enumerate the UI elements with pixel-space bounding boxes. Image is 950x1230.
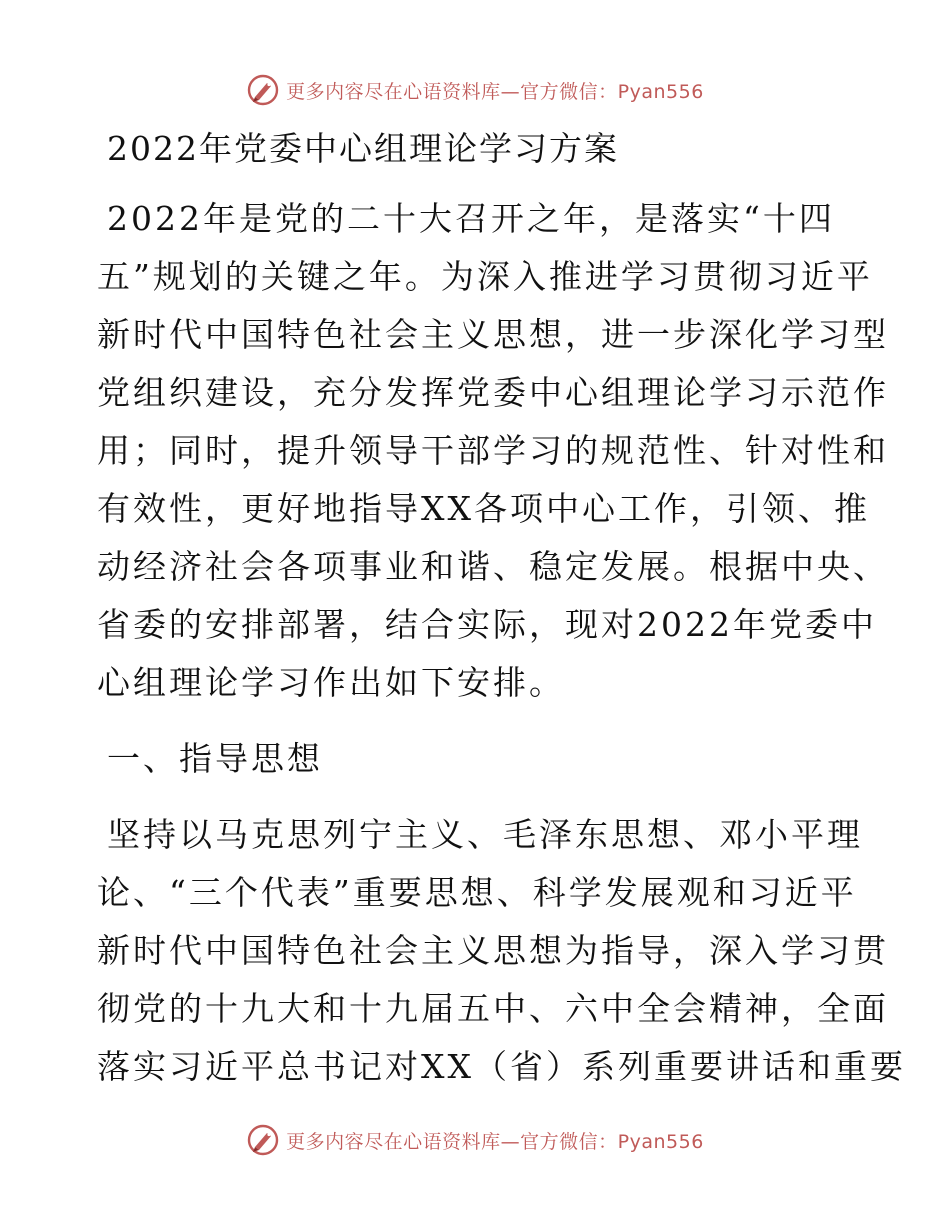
paragraph-line: 新时代中国特色社会主义思想为指导，深入学习贯 — [97, 931, 889, 970]
paragraph-line: 新时代中国特色社会主义思想，进一步深化学习型 — [97, 315, 889, 354]
pen-logo-icon — [246, 1123, 280, 1157]
paragraph-line: 2022年是党的二十大召开之年，是落实“十四 — [107, 199, 835, 238]
section-heading: 一、指导思想 — [107, 739, 323, 778]
document-title: 2022年党委中心组理论学习方案 — [107, 129, 619, 168]
watermark-text: 更多内容尽在心语资料库—官方微信：Pyan556 — [286, 80, 704, 103]
paragraph-line: 动经济社会各项事业和谐、稳定发展。根据中央、 — [97, 547, 889, 586]
paragraph-line: 用；同时，提升领导干部学习的规范性、针对性和 — [97, 431, 889, 470]
paragraph-line: 彻党的十九大和十九届五中、六中全会精神，全面 — [97, 989, 889, 1028]
watermark-footer — [0, 1118, 950, 1162]
paragraph-line: 心组理论学习作出如下安排。 — [97, 663, 565, 702]
paragraph-line: 五”规划的关键之年。为深入推进学习贯彻习近平 — [97, 257, 873, 296]
paragraph-line: 论、“三个代表”重要思想、科学发展观和习近平 — [97, 873, 857, 912]
paragraph-line: 党组织建设，充分发挥党委中心组理论学习示范作 — [97, 373, 889, 412]
paragraph-line: 有效性，更好地指导XX各项中心工作，引领、推 — [97, 489, 870, 528]
pen-logo-icon — [246, 73, 280, 107]
document-body — [97, 122, 906, 1096]
watermark-text: 更多内容尽在心语资料库—官方微信：Pyan556 — [286, 1130, 704, 1153]
paragraph-line: 落实习近平总书记对XX（省）系列重要讲话和重要 — [97, 1047, 906, 1086]
paragraph-line: 省委的安排部署，结合实际，现对2022年党委中 — [97, 605, 877, 644]
watermark-header — [0, 68, 950, 112]
guiding-ideology-paragraph — [97, 806, 906, 1096]
paragraph-line: 坚持以马克思列宁主义、毛泽东思想、邓小平理 — [107, 815, 863, 854]
intro-paragraph — [97, 190, 889, 712]
